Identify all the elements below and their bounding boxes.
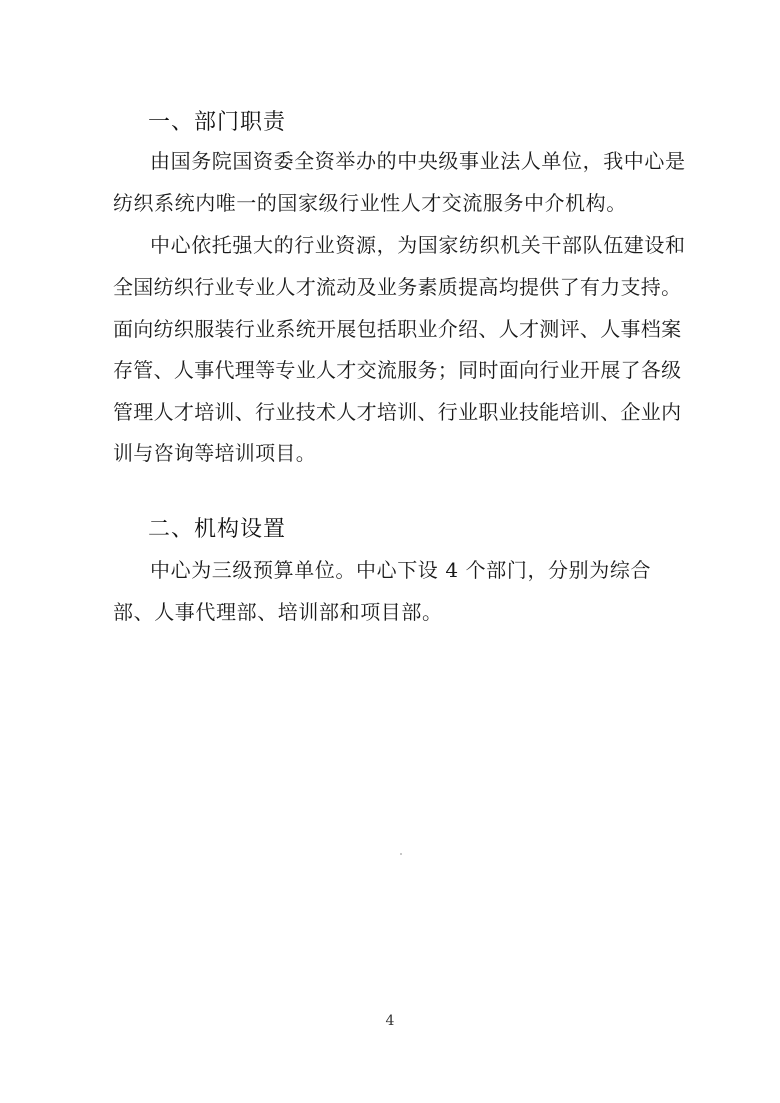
paragraph-line: 中心为三级预算单位。中心下设 4 个部门，分别为综合: [150, 558, 652, 582]
paragraph-line: 管理人才培训、行业技术人才培训、行业职业技能培训、企业内: [113, 400, 682, 424]
paragraph-line: 纺织系统内唯一的国家级行业性人才交流服务中介机构。: [113, 191, 627, 215]
section-heading-responsibilities: 一、部门职责: [148, 110, 287, 135]
paragraph-line: 由国务院国资委全资举办的中央级事业法人单位，我中心是: [150, 149, 686, 173]
paragraph-line: 存管、人事代理等专业人才交流服务；同时面向行业开展了各级: [113, 358, 682, 382]
page-number: 4: [385, 1013, 395, 1029]
paragraph-line: 中心依托强大的行业资源，为国家纺织机关干部队伍建设和: [150, 233, 686, 257]
paragraph-line: 训与咨询等培训项目。: [113, 441, 316, 465]
paragraph-line: 部、人事代理部、培训部和项目部。: [113, 600, 443, 624]
scan-speck: [400, 853, 402, 855]
paragraph-line: 全国纺织行业专业人才流动及业务素质提高均提供了有力支持。: [113, 275, 682, 299]
section-heading-organization: 二、机构设置: [148, 517, 287, 542]
paragraph-line: 面向纺织服装行业系统开展包括职业介绍、人才测评、人事档案: [113, 317, 682, 341]
